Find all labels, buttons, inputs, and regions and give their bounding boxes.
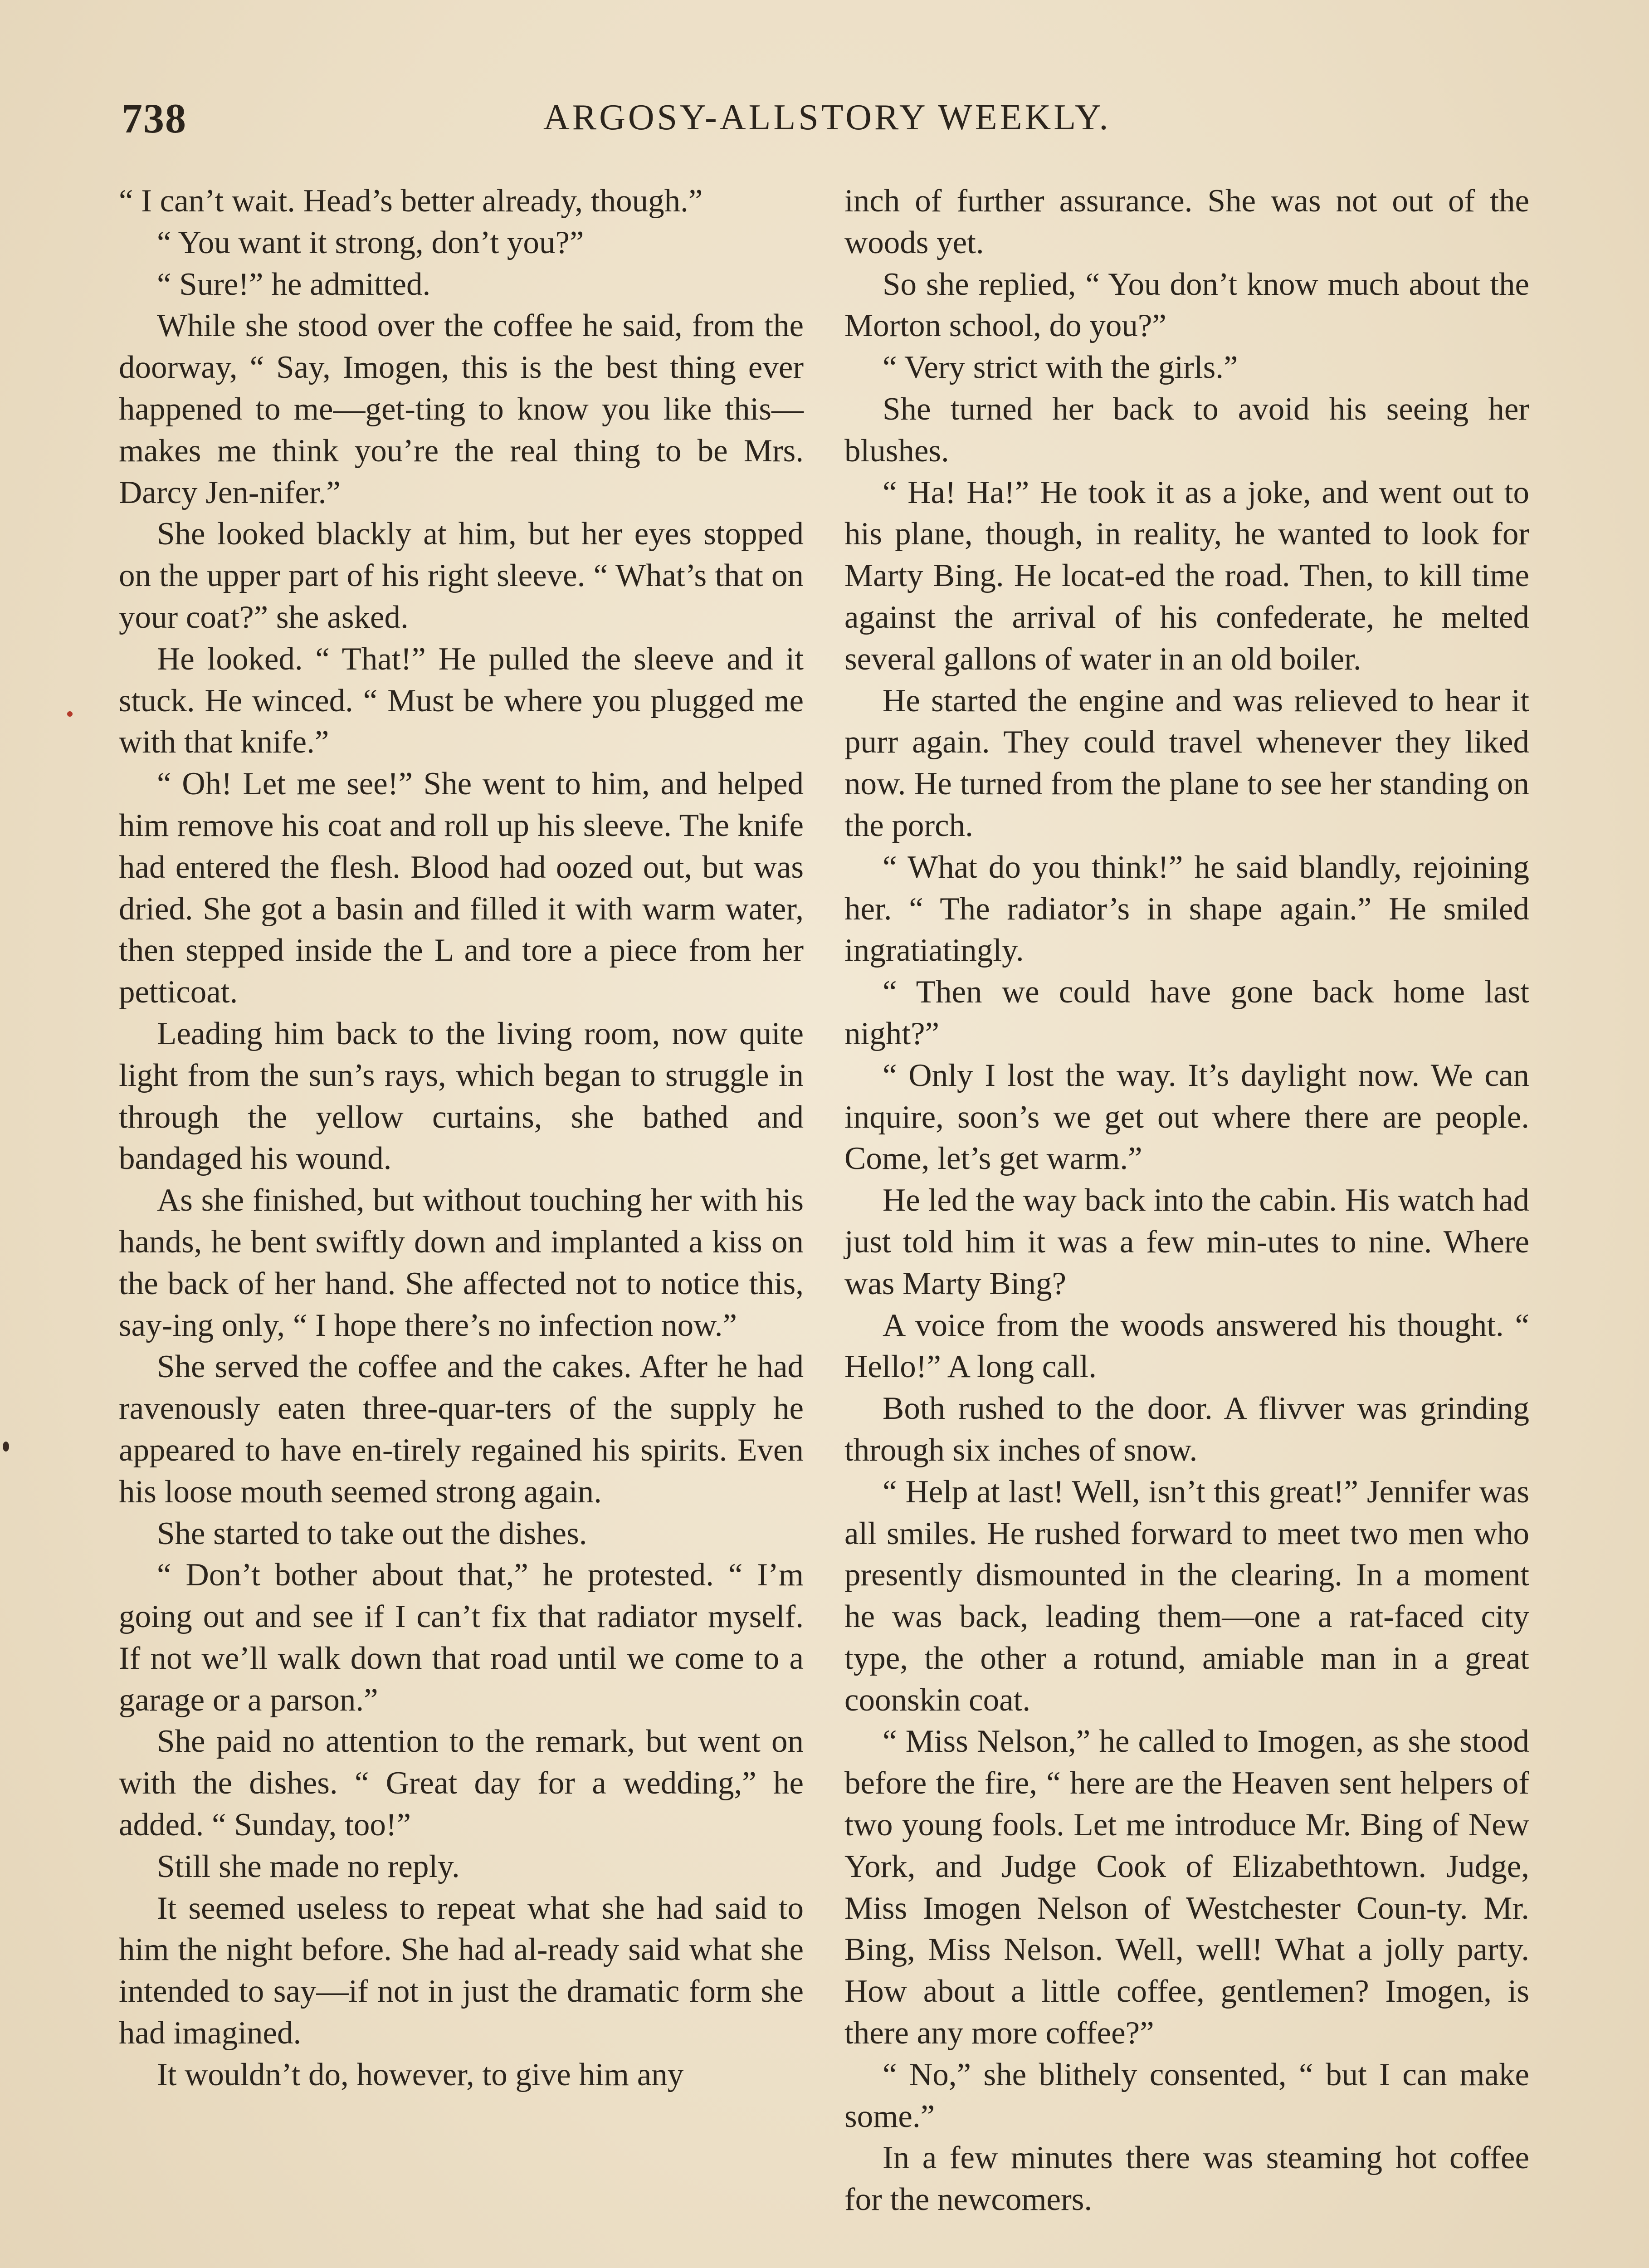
paragraph: “ Help at last! Well, isn’t this great!” Jennifer was all smiles. He rushed forward to meet two men who presently dismounted in the clearing. In a moment he was back, leading them—one a rat-faced city type, the other a rotund, amiable man in a great coonskin coat. [844, 1474, 1529, 1718]
paragraph: She turned her back to avoid his seeing her blushes. [844, 391, 1529, 469]
ink-speck [3, 1442, 9, 1452]
paragraph: She looked blackly at him, but her eyes stopped on the upper part of his right sleeve. “ What’s that on your coat?” she asked. [119, 516, 804, 635]
paragraph: “ What do you think!” he said blandly, rejoining her. “ The radiator’s in shape again.” He smiled ingratiatingly. [844, 849, 1529, 968]
paragraph: inch of further assurance. She was not out of the woods yet. [844, 183, 1529, 260]
paragraph: “ No,” she blithely consented, “ but I can make some.” [844, 2057, 1529, 2134]
paragraph: He led the way back into the cabin. His watch had just told him it was a few min-utes to nine. Where was Marty Bing? [844, 1183, 1529, 1301]
paragraph: “ Miss Nelson,” he called to Imogen, as she stood before the fire, “ here are the Heaven sent helpers of two young fools. Let me introduce Mr. Bing of New York, and Judge Cook of Elizabethtown. Judge, Miss Imogen Nelson of Westchester Coun-ty. Mr. Bing, Miss Nelson. Well, well! What a jolly party. How about a little coffee, gentlemen? Imogen, is there any more coffee?” [844, 1724, 1529, 2051]
paragraph: It seemed useless to repeat what she had said to him the night before. She had al-ready said what she intended to say—if not in just the dramatic form she had imagined. [119, 1890, 804, 2051]
right-column [844, 181, 1529, 2221]
running-head: ARGOSY-ALLSTORY WEEKLY. [543, 98, 1111, 137]
paragraph: “ Don’t bother about that,” he protested. “ I’m going out and see if I can’t fix that radiator myself. If not we’ll walk down that road until we come to a garage or a parson.” [119, 1557, 804, 1718]
paragraph: So she replied, “ You don’t know much about the Morton school, do you?” [844, 266, 1529, 344]
paragraph: While she stood over the coffee he said, from the doorway, “ Say, Imogen, this is the best thing ever happened to me—get-ting to know you like this—makes me think you’re the real thing to be Mrs. Darcy Jen-nifer.” [119, 308, 804, 510]
paragraph: In a few minutes there was steaming hot coffee for the newcomers. [844, 2140, 1529, 2218]
paragraph: “ You want it strong, don’t you?” [157, 225, 584, 260]
page-number: 738 [122, 95, 187, 142]
paragraph: He started the engine and was relieved to hear it purr again. They could travel whenever they liked now. He turned from the plane to see her standing on the porch. [844, 683, 1529, 843]
paragraph: As she finished, but without touching her with his hands, he bent swiftly down and implanted a kiss on the back of her hand. She affected not to notice this, say-ing only, “ I hope there’s no infection now.” [119, 1183, 804, 1343]
paragraph: It wouldn’t do, however, to give him any [157, 2057, 684, 2092]
paragraph: Both rushed to the door. A flivver was grinding through six inches of snow. [844, 1391, 1529, 1468]
page-header [122, 94, 1573, 149]
left-column [119, 181, 804, 2096]
paragraph: “ Only I lost the way. It’s daylight now. We can inquire, soon’s we get out where there are people. Come, let’s get warm.” [844, 1057, 1529, 1177]
paragraph: A voice from the woods answered his thought. “ Hello!” A long call. [844, 1307, 1529, 1385]
paragraph: She paid no attention to the remark, but went on with the dishes. “ Great day for a wedding,” he added. “ Sunday, too!” [119, 1724, 804, 1843]
paragraph: She served the coffee and the cakes. After he had ravenously eaten three-quar-ters of the supply he appeared to have en-tirely regained his spirits. Even his loose mouth seemed strong again. [119, 1349, 804, 1510]
ink-speck [67, 711, 73, 717]
paragraph: “ Very strict with the girls.” [883, 350, 1238, 386]
paragraph: “ I can’t wait. Head’s better already, though.” [119, 183, 703, 219]
paragraph: Leading him back to the living room, now quite light from the sun’s rays, which began to struggle in through the yellow curtains, she bathed and bandaged his wound. [119, 1016, 804, 1177]
paragraph: “ Ha! Ha!” He took it as a joke, and went out to his plane, though, in reality, he wanted to look for Marty Bing. He locat-ed the road. Then, to kill time against the arrival of his confederate, he melted several gallons of water in an old boiler. [844, 474, 1529, 677]
paragraph: He looked. “ That!” He pulled the sleeve and it stuck. He winced. “ Must be where you plugged me with that knife.” [119, 641, 804, 760]
paragraph: “ Sure!” he admitted. [157, 266, 431, 302]
paragraph: “ Oh! Let me see!” She went to him, and helped him remove his coat and roll up his sleeve. The knife had entered the flesh. Blood had oozed out, but was dried. She got a basin and filled it with warm water, then stepped inside the L and tore a piece from her petticoat. [119, 766, 804, 1010]
paragraph: Still she made no reply. [157, 1848, 460, 1884]
paragraph: “ Then we could have gone back home last night?” [844, 974, 1529, 1051]
paragraph: She started to take out the dishes. [157, 1515, 587, 1551]
